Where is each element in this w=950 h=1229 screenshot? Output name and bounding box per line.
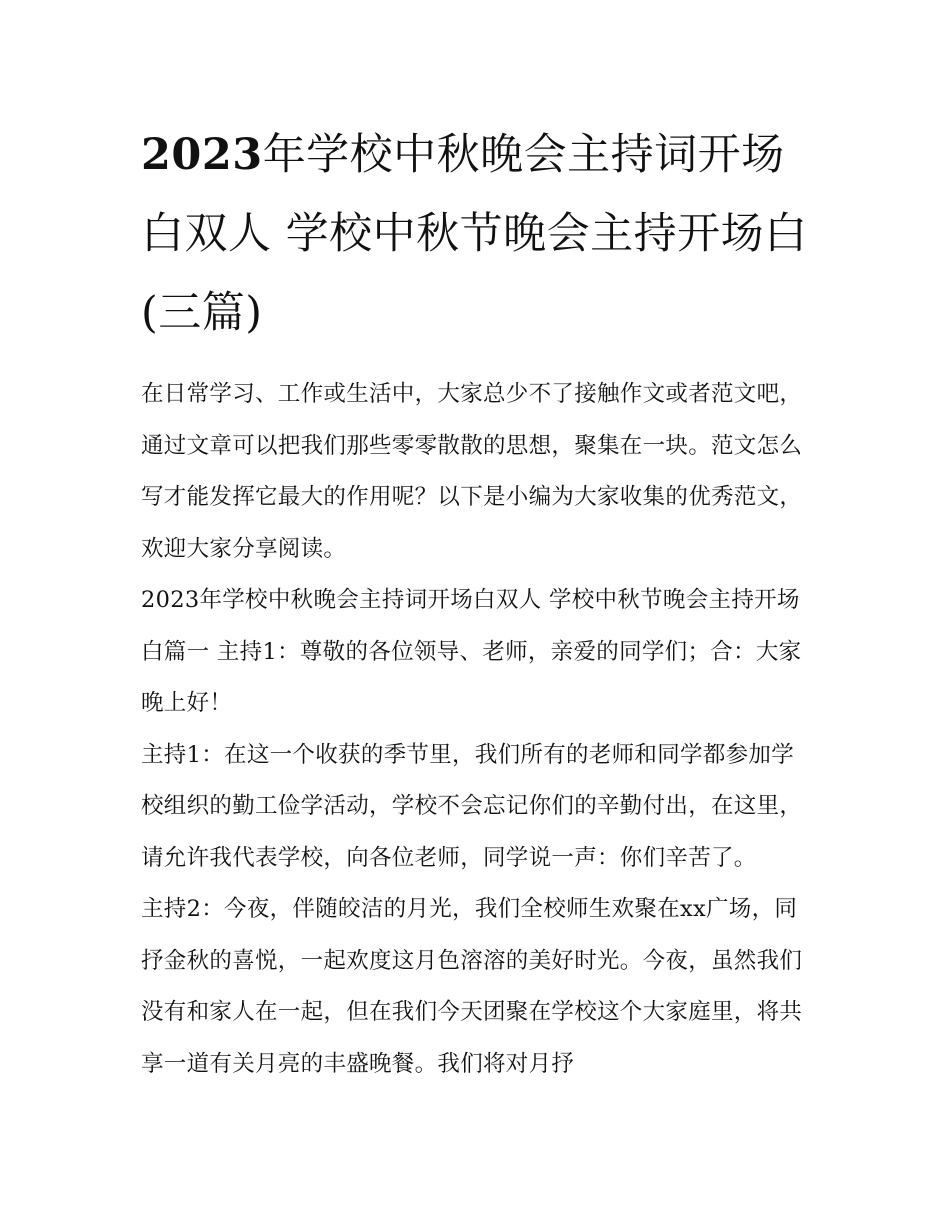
host2-paragraph: 主持2：今夜，伴随皎洁的月光，我们全校师生欢聚在xx广场，同抒金秋的喜悦，一起欢度这月色溶溶的美好时光。今夜，虽然我们没有和家人在一起，但在我们今天团聚在学校这个大家庭里，将共享一道有关月亮的丰盛晚餐。我们将对月抒 [141,896,803,1077]
title-year: 2023 [141,130,263,180]
document-content [141,116,813,1090]
document-body [141,369,813,1090]
intro-paragraph: 在日常学习、工作或生活中，大家总少不了接触作文或者范文吧，通过文章可以把我们那些零零散散的思想，聚集在一块。范文怎么写才能发挥它最大的作用呢？以下是小编为大家收集的优秀范文，欢迎大家分享阅读。 [141,381,803,562]
document-title [141,116,813,353]
title-text: 年学校中秋晚会主持词开场白双人 学校中秋节晚会主持开场白(三篇) [141,130,808,338]
section-heading-paragraph: 2023年学校中秋晚会主持词开场白双人 学校中秋节晚会主持开场白篇一 主持1：尊敬的各位领导、老师，亲爱的同学们；合：大家晚上好！ [141,587,802,716]
host1-paragraph: 主持1：在这一个收获的季节里，我们所有的老师和同学都参加学校组织的勤工俭学活动，学校不会忘记你们的辛勤付出，在这里，请允许我代表学校，向各位老师，同学说一声：你们辛苦了。 [141,741,803,871]
